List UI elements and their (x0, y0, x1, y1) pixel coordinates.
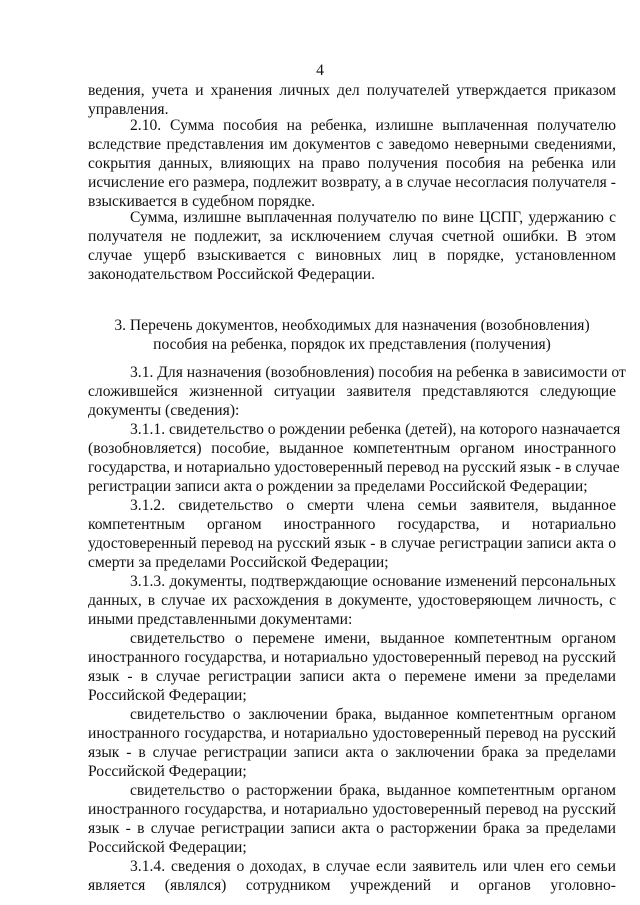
text-line: документы (сведения): (88, 402, 240, 419)
text-line: случае ущерб взыскивается с виновных лиц в порядке, установленном (88, 247, 616, 264)
text-line: свидетельство о перемене имени, выданное компетентным органом (130, 630, 616, 647)
text-line: удостоверенный перевод на русский язык - в случае регистрации записи акта о (88, 535, 616, 552)
text-line: 3.1.4. сведения о доходах, в случае если заявитель или член его семьи (130, 858, 616, 875)
text-line: вследствие представления им документов с заведомо неверными сведениями, (88, 136, 616, 153)
text-line: Российской Федерации; (88, 839, 247, 856)
text-line: 3.1.2. свидетельство о смерти члена семьи заявителя, выданное (130, 497, 616, 514)
text-line: сложившейся жизненной ситуации заявителя представляются следующие (88, 383, 616, 400)
text-line: 3.1.3. документы, подтверждающие основание изменений персональных (130, 573, 616, 590)
text-line: законодательством Российской Федерации. (88, 266, 375, 283)
text-line: взыскивается в судебном порядке. (88, 193, 316, 210)
text-line: управления. (88, 101, 169, 118)
text-line: пособия на ребенка, порядок их представления (получения) (153, 336, 551, 353)
text-line: компетентным органом иностранного государства, и нотариально (88, 516, 616, 533)
text-line: Российской Федерации; (88, 763, 247, 780)
text-line: 2.10. Сумма пособия на ребенка, излишне выплаченная получателю (130, 117, 616, 134)
text-line: государства, и нотариально удостоверенный перевод на русский язык - в случае (88, 459, 620, 476)
text-line: 3. Перечень документов, необходимых для назначения (возобновления) (114, 317, 590, 334)
text-line: Сумма, излишне выплаченная получателю по вине ЦСПГ, удержанию с (130, 209, 616, 226)
text-line: является (являлся) сотрудником учреждений и органов уголовно- (88, 877, 616, 894)
text-line: сокрытия данных, влияющих на право получения пособия на ребенка или (88, 155, 616, 172)
text-line: 3.1. Для назначения (возобновления) пособия на ребенка в зависимости от (130, 364, 626, 381)
text-line: смерти за пределами Российской Федерации; (88, 554, 389, 571)
text-line: 3.1.1. свидетельство о рождении ребенка (детей), на которого назначается (130, 421, 621, 438)
text-line: иностранного государства, и нотариально удостоверенный перевод на русский (88, 725, 616, 742)
text-line: свидетельство о расторжении брака, выданное компетентным органом (130, 782, 616, 799)
text-line: иностранного государства, и нотариально удостоверенный перевод на русский (88, 649, 616, 666)
text-line: иными представленными документами: (88, 611, 353, 628)
text-line: иностранного государства, и нотариально удостоверенный перевод на русский (88, 801, 616, 818)
text-line: язык - в случае регистрации записи акта о расторжении брака за пределами (88, 820, 616, 837)
text-line: исчисление его размера, подлежит возврату, а в случае несогласия получателя - (88, 174, 616, 191)
text-line: свидетельство о заключении брака, выданное компетентным органом (130, 706, 616, 723)
text-line: регистрации записи акта о рождении за пределами Российской Федерации; (88, 478, 588, 495)
text-line: получателя не подлежит, за исключением случая счетной ошибки. В этом (88, 228, 616, 245)
text-line: Российской Федерации; (88, 687, 247, 704)
text-line: язык - в случае регистрации записи акта о заключении брака за пределами (88, 744, 616, 761)
text-line: (возобновляется) пособие, выданное компетентным органом иностранного (88, 440, 616, 457)
text-line: ведения, учета и хранения личных дел получателей утверждается приказом (88, 82, 616, 99)
text-line: данных, в случае их расхождения в документе, удостоверяющем личность, с (88, 592, 616, 609)
text-line: язык - в случае регистрации записи акта о перемене имени за пределами (88, 668, 616, 685)
page-number: 4 (316, 62, 324, 79)
